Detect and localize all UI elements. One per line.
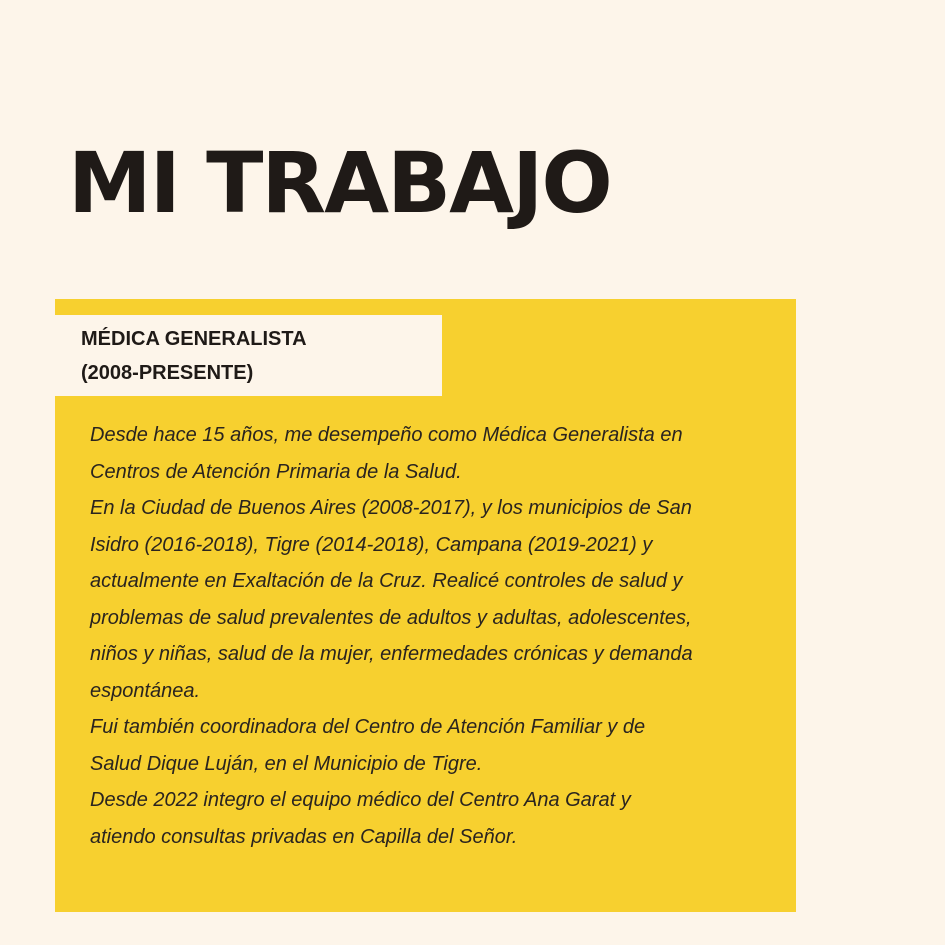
description-line: niños y niñas, salud de la mujer, enfermedades crónicas y demanda (90, 643, 693, 665)
description-line: Fui también coordinadora del Centro de Atención Familiar y de (90, 716, 646, 738)
description-line: Isidro (2016-2018), Tigre (2014-2018), Campana (2019-2021) y (90, 533, 653, 556)
description-line: Salud Dique Luján, en el Municipio de Tigre. (90, 752, 483, 775)
description-line: atiendo consultas privadas en Capilla del Señor. (90, 825, 518, 848)
description-line: problemas de salud prevalentes de adultos y adultas, adolescentes, (90, 606, 692, 629)
description-line: Desde 2022 integro el equipo médico del Centro Ana Garat y (90, 789, 631, 811)
work-description (90, 417, 790, 855)
role-title: MÉDICA GENERALISTA (81, 328, 307, 350)
description-line: actualmente en Exaltación de la Cruz. Realicé controles de salud y (90, 570, 683, 592)
description-line: espontánea. (90, 679, 201, 702)
description-line: En la Ciudad de Buenos Aires (2008-2017), y los municipios de San (90, 497, 692, 519)
description-line: Centros de Atención Primaria de la Salud. (90, 460, 462, 483)
role-label-tab (55, 315, 442, 396)
role-period: (2008-PRESENTE) (81, 362, 254, 384)
page-title: MI TRABAJO (68, 134, 611, 232)
description-line: Desde hace 15 años, me desempeño como Médica Generalista en (90, 424, 683, 446)
